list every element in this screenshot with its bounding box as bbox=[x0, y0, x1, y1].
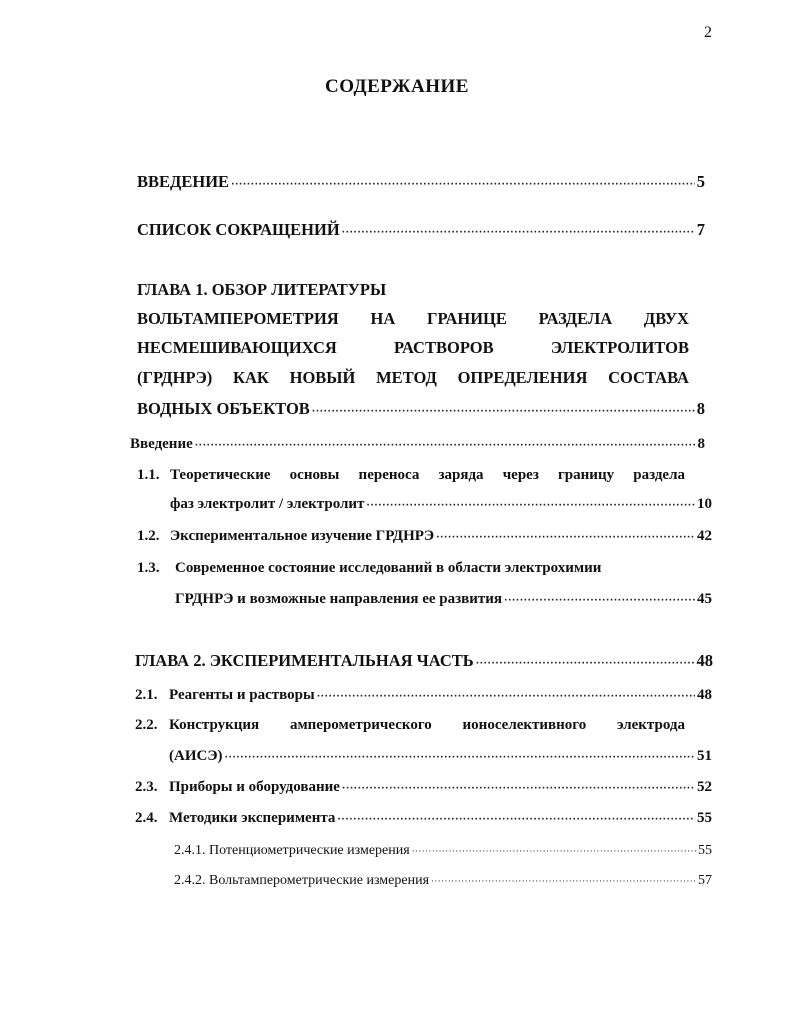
word: (ГРДНРЭ) bbox=[137, 368, 213, 387]
toc-page: 7 bbox=[696, 220, 705, 239]
toc-page: 10 bbox=[697, 496, 712, 512]
word: через bbox=[502, 467, 539, 483]
toc-entry-2-3 bbox=[169, 779, 712, 796]
toc-label: (АИСЭ) bbox=[169, 748, 223, 764]
dot-leader bbox=[225, 748, 696, 765]
toc-page: 5 bbox=[696, 172, 705, 191]
toc-label: Введение bbox=[130, 436, 193, 452]
toc-label: Реагенты и растворы bbox=[169, 687, 315, 703]
toc-entry-abbreviations bbox=[137, 220, 705, 240]
word: заряда bbox=[438, 467, 484, 483]
word: ЭЛЕКТРОЛИТОВ bbox=[550, 338, 689, 357]
section-number: 2.1. bbox=[135, 687, 158, 703]
toc-page: 55 bbox=[697, 810, 712, 826]
section-number: 1.2. bbox=[137, 528, 160, 544]
toc-entry-intro bbox=[137, 172, 705, 192]
dot-leader bbox=[476, 651, 695, 671]
toc-page: 48 bbox=[697, 687, 712, 703]
toc-label: 2.4.2. Вольтамперометрические измерения bbox=[174, 873, 430, 888]
word: МЕТОД bbox=[376, 368, 437, 387]
word: РАСТВОРОВ bbox=[394, 338, 494, 357]
word: КАК bbox=[233, 368, 269, 387]
toc-page: 48 bbox=[696, 651, 713, 670]
toc-label: фаз электролит / электролит bbox=[170, 496, 365, 512]
section-number: 2.2. bbox=[135, 717, 158, 733]
word: границу bbox=[558, 467, 615, 483]
word: переноса bbox=[358, 467, 420, 483]
dot-leader bbox=[195, 436, 696, 453]
page-title: СОДЕРЖАНИЕ bbox=[325, 76, 469, 97]
page-number: 2 bbox=[704, 24, 712, 41]
word: ДВУХ bbox=[643, 309, 689, 328]
section-number: 1.1. bbox=[137, 467, 160, 483]
chapter1-title-line2 bbox=[137, 338, 689, 358]
toc-entry-1-2 bbox=[170, 528, 712, 545]
toc-entry-2-4-1 bbox=[174, 843, 712, 859]
word: основы bbox=[289, 467, 340, 483]
toc-label: ВВЕДЕНИЕ bbox=[137, 172, 230, 191]
toc-label: ГРДНРЭ и возможные направления ее развития bbox=[175, 591, 503, 607]
word: раздела bbox=[633, 467, 685, 483]
toc-page: 8 bbox=[696, 399, 705, 418]
word: НЕСМЕШИВАЮЩИХСЯ bbox=[137, 338, 337, 357]
toc-entry-1-1 bbox=[170, 496, 712, 513]
section-1-1-line1 bbox=[170, 467, 685, 484]
word: НА bbox=[370, 309, 396, 328]
dot-leader bbox=[412, 843, 696, 859]
dot-leader bbox=[431, 873, 696, 889]
section-number: 2.3. bbox=[135, 779, 158, 795]
toc-label: ГЛАВА 2. ЭКСПЕРИМЕНТАЛЬНАЯ ЧАСТЬ bbox=[135, 651, 474, 670]
toc-entry-2-4-2 bbox=[174, 873, 712, 889]
toc-entry-ch1-intro bbox=[130, 436, 705, 453]
word: электрода bbox=[617, 717, 685, 733]
toc-page: 57 bbox=[698, 873, 712, 888]
toc-entry-1-3 bbox=[175, 591, 712, 608]
section-1-3-line1: Современное состояние исследований в области электрохимии bbox=[175, 560, 602, 576]
toc-entry-chapter2 bbox=[135, 651, 713, 671]
dot-leader bbox=[317, 687, 695, 704]
dot-leader bbox=[366, 496, 695, 513]
toc-label: Методики эксперимента bbox=[169, 810, 336, 826]
word: РАЗДЕЛА bbox=[538, 309, 613, 328]
toc-page: 42 bbox=[697, 528, 712, 544]
toc-entry-2-1 bbox=[169, 687, 712, 704]
word: Конструкция bbox=[169, 717, 260, 733]
section-number: 1.3. bbox=[137, 560, 160, 576]
word: амперометрического bbox=[289, 717, 432, 733]
dot-leader bbox=[231, 172, 695, 192]
word: НОВЫЙ bbox=[289, 368, 356, 387]
dot-leader bbox=[337, 810, 695, 827]
toc-page: 45 bbox=[697, 591, 712, 607]
dot-leader bbox=[312, 399, 695, 419]
chapter1-title-line1 bbox=[137, 309, 689, 329]
toc-entry-2-4 bbox=[169, 810, 712, 827]
toc-page: 51 bbox=[697, 748, 712, 764]
word: Теоретические bbox=[170, 467, 271, 483]
dot-leader bbox=[342, 220, 695, 240]
word: ОПРЕДЕЛЕНИЯ bbox=[457, 368, 588, 387]
toc-label: Экспериментальное изучение ГРДНРЭ bbox=[170, 528, 435, 544]
dot-leader bbox=[504, 591, 695, 608]
word: ВОЛЬТАМПЕРОМЕТРИЯ bbox=[137, 309, 339, 328]
toc-entry-2-2 bbox=[169, 748, 712, 765]
word: ионоселективного bbox=[462, 717, 587, 733]
toc-page: 55 bbox=[698, 843, 712, 858]
section-2-2-line1 bbox=[169, 717, 685, 734]
toc-entry-chapter1 bbox=[137, 399, 705, 419]
chapter1-heading: ГЛАВА 1. ОБЗОР ЛИТЕРАТУРЫ bbox=[137, 280, 387, 299]
section-number: 2.4. bbox=[135, 810, 158, 826]
toc-page: 8 bbox=[697, 436, 705, 452]
word: ГРАНИЦЕ bbox=[426, 309, 507, 328]
chapter1-title-line3 bbox=[137, 368, 689, 388]
toc-label: ВОДНЫХ ОБЪЕКТОВ bbox=[137, 399, 310, 418]
dot-leader bbox=[436, 528, 695, 545]
toc-label: СПИСОК СОКРАЩЕНИЙ bbox=[137, 220, 340, 239]
toc-page: 52 bbox=[697, 779, 712, 795]
dot-leader bbox=[342, 779, 695, 796]
toc-label: 2.4.1. Потенциометрические измерения bbox=[174, 843, 410, 858]
toc-label: Приборы и оборудование bbox=[169, 779, 340, 795]
word: СОСТАВА bbox=[608, 368, 689, 387]
